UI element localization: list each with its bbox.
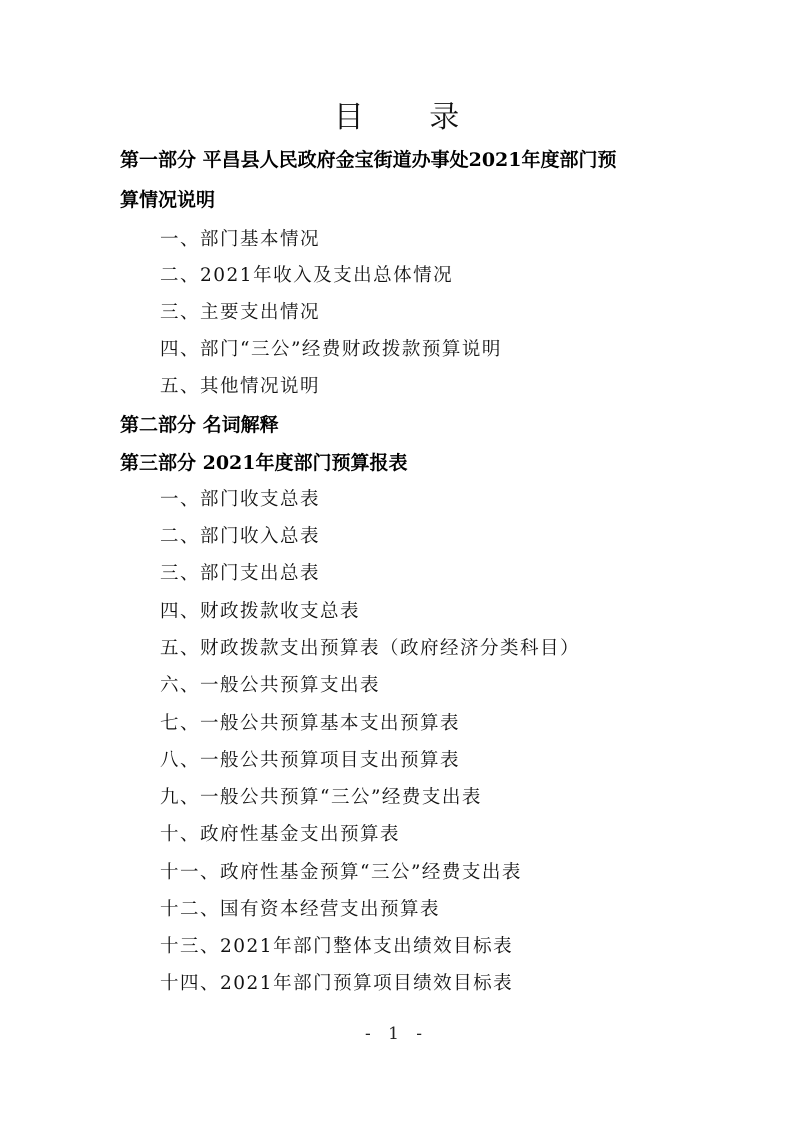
- page-number: - 1 -: [364, 1024, 429, 1044]
- toc-item: 十四、2021年部门预算项目绩效目标表: [160, 973, 514, 994]
- toc-item: 三、部门支出总表: [160, 563, 321, 584]
- toc-item: 七、一般公共预算基本支出预算表: [160, 713, 461, 734]
- toc-item: 六、一般公共预算支出表: [160, 675, 381, 696]
- toc-item: 九、一般公共预算“三公”经费支出表: [160, 787, 482, 808]
- part2-heading: 第二部分 名词解释: [120, 414, 279, 436]
- toc-item: 十三、2021年部门整体支出绩效目标表: [160, 936, 514, 957]
- part1-heading-line2: 算情况说明: [120, 189, 216, 211]
- toc-item: 一、部门收支总表: [160, 489, 321, 510]
- toc-item: 十二、国有资本经营支出预算表: [160, 899, 441, 920]
- toc-item: 四、部门“三公”经费财政拨款预算说明: [160, 339, 502, 360]
- toc-item: 八、一般公共预算项目支出预算表: [160, 750, 461, 771]
- toc-item: 四、财政拨款收支总表: [160, 601, 361, 622]
- toc-item: 二、部门收入总表: [160, 526, 321, 547]
- page-title: 目 录: [333, 100, 488, 135]
- toc-item: 二、2021年收入及支出总体情况: [160, 265, 454, 286]
- part1-heading-line1: 第一部分 平昌县人民政府金宝街道办事处2021年度部门预: [120, 149, 617, 171]
- toc-item: 十、政府性基金支出预算表: [160, 824, 401, 845]
- toc-item: 一、部门基本情况: [160, 229, 321, 250]
- toc-item: 五、其他情况说明: [160, 376, 321, 397]
- part3-heading: 第三部分 2021年度部门预算报表: [120, 452, 408, 474]
- toc-item: 十一、政府性基金预算“三公”经费支出表: [160, 862, 522, 883]
- toc-item: 五、财政拨款支出预算表（政府经济分类科目）: [160, 638, 581, 659]
- toc-item: 三、主要支出情况: [160, 302, 321, 323]
